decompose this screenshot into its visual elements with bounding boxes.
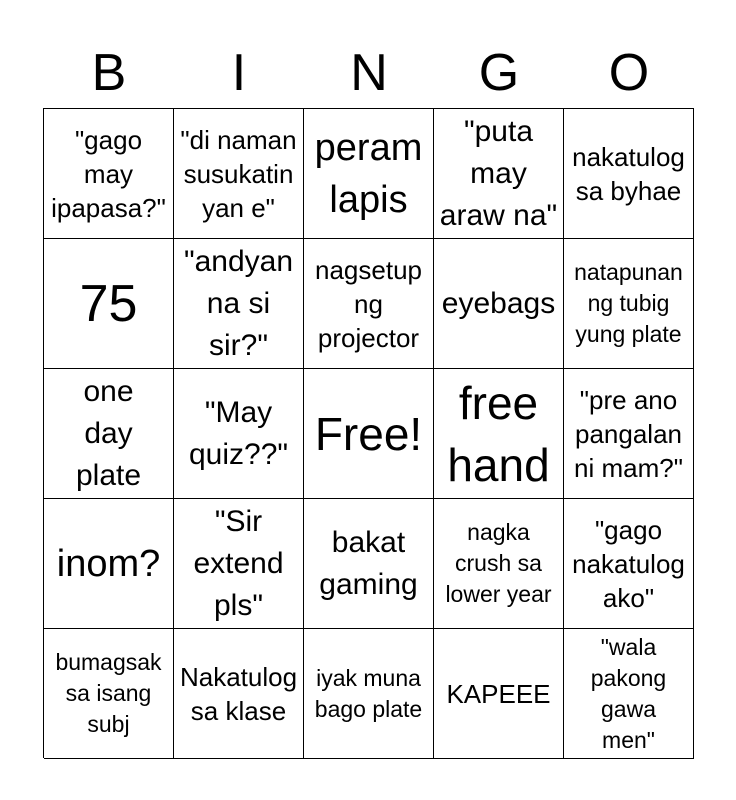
bingo-cell-r3-c4[interactable]: [434, 369, 564, 499]
cell-text: nagka crush sa lower year: [445, 519, 552, 607]
bingo-cell-r5-c1[interactable]: [44, 629, 174, 759]
bingo-cell-r1-c1[interactable]: [44, 109, 174, 239]
bingo-cell-r4-c3[interactable]: [304, 499, 434, 629]
bingo-cell-r5-c5[interactable]: [564, 629, 694, 759]
bingo-header: [44, 38, 694, 108]
cell-text: "gago nakatulog ako": [572, 514, 685, 613]
bingo-cell-r3-c1[interactable]: [44, 369, 174, 499]
bingo-cell-r5-c3[interactable]: [304, 629, 434, 759]
header-letter-n: N: [350, 44, 388, 102]
cell-text: KAPEEE: [446, 678, 551, 709]
cell-text: "andyan na si sir?": [183, 244, 294, 362]
cell-text: nakatulog sa byhae: [572, 141, 685, 206]
cell-text: "Sir extend pls": [193, 504, 284, 622]
bingo-cell-r5-c4[interactable]: [434, 629, 564, 759]
cell-text: "May quiz??": [188, 395, 289, 471]
bingo-cell-r3-c3[interactable]: [304, 369, 434, 499]
bingo-cell-r4-c4[interactable]: [434, 499, 564, 629]
bingo-cell-r2-c2[interactable]: [174, 239, 304, 369]
cell-text: "pre ano pangalan ni mam?": [574, 384, 683, 483]
bingo-cell-r1-c2[interactable]: [174, 109, 304, 239]
cell-text: bumagsak sa isang subj: [55, 649, 162, 737]
bingo-cell-r2-c1[interactable]: [44, 239, 174, 369]
cell-text: eyebags: [441, 286, 556, 320]
cell-text: iyak muna bago plate: [314, 664, 423, 722]
cell-text: 75: [79, 274, 138, 333]
header-letter-i: I: [231, 44, 247, 102]
cell-text: "puta may araw na": [439, 114, 558, 232]
bingo-cell-r4-c5[interactable]: [564, 499, 694, 629]
cell-text: Nakatulog sa klase: [179, 661, 298, 726]
bingo-cell-r2-c4[interactable]: [434, 239, 564, 369]
cell-text: natapunan ng tubig yung plate: [574, 259, 683, 347]
bingo-cell-r4-c1[interactable]: [44, 499, 174, 629]
bingo-cell-r1-c3[interactable]: [304, 109, 434, 239]
header-letter-o: O: [608, 44, 650, 102]
cell-text: nagsetup ng projector: [315, 254, 422, 353]
header-letter-b: B: [91, 44, 127, 102]
cell-text: "di naman susukatin yan e": [180, 124, 297, 223]
bingo-cell-r4-c2[interactable]: [174, 499, 304, 629]
bingo-cell-r3-c2[interactable]: [174, 369, 304, 499]
header-letter-g: G: [478, 44, 520, 102]
bingo-cell-r2-c5[interactable]: [564, 239, 694, 369]
cell-text: peram lapis: [314, 126, 423, 221]
cell-text: "gago may ipapasa?": [51, 124, 166, 223]
cell-text: "wala pakong gawa men": [590, 633, 667, 753]
bingo-cell-r2-c3[interactable]: [304, 239, 434, 369]
bingo-cell-r1-c5[interactable]: [564, 109, 694, 239]
bingo-cell-r3-c5[interactable]: [564, 369, 694, 499]
free-space: Free!: [314, 407, 423, 460]
bingo-cell-r5-c2[interactable]: [174, 629, 304, 759]
cell-text: bakat gaming: [319, 525, 418, 601]
bingo-board: [43, 108, 694, 758]
cell-text: free hand: [447, 376, 550, 491]
cell-text: one day plate: [75, 374, 142, 492]
cell-text: inom?: [56, 542, 161, 585]
bingo-cell-r1-c4[interactable]: [434, 109, 564, 239]
